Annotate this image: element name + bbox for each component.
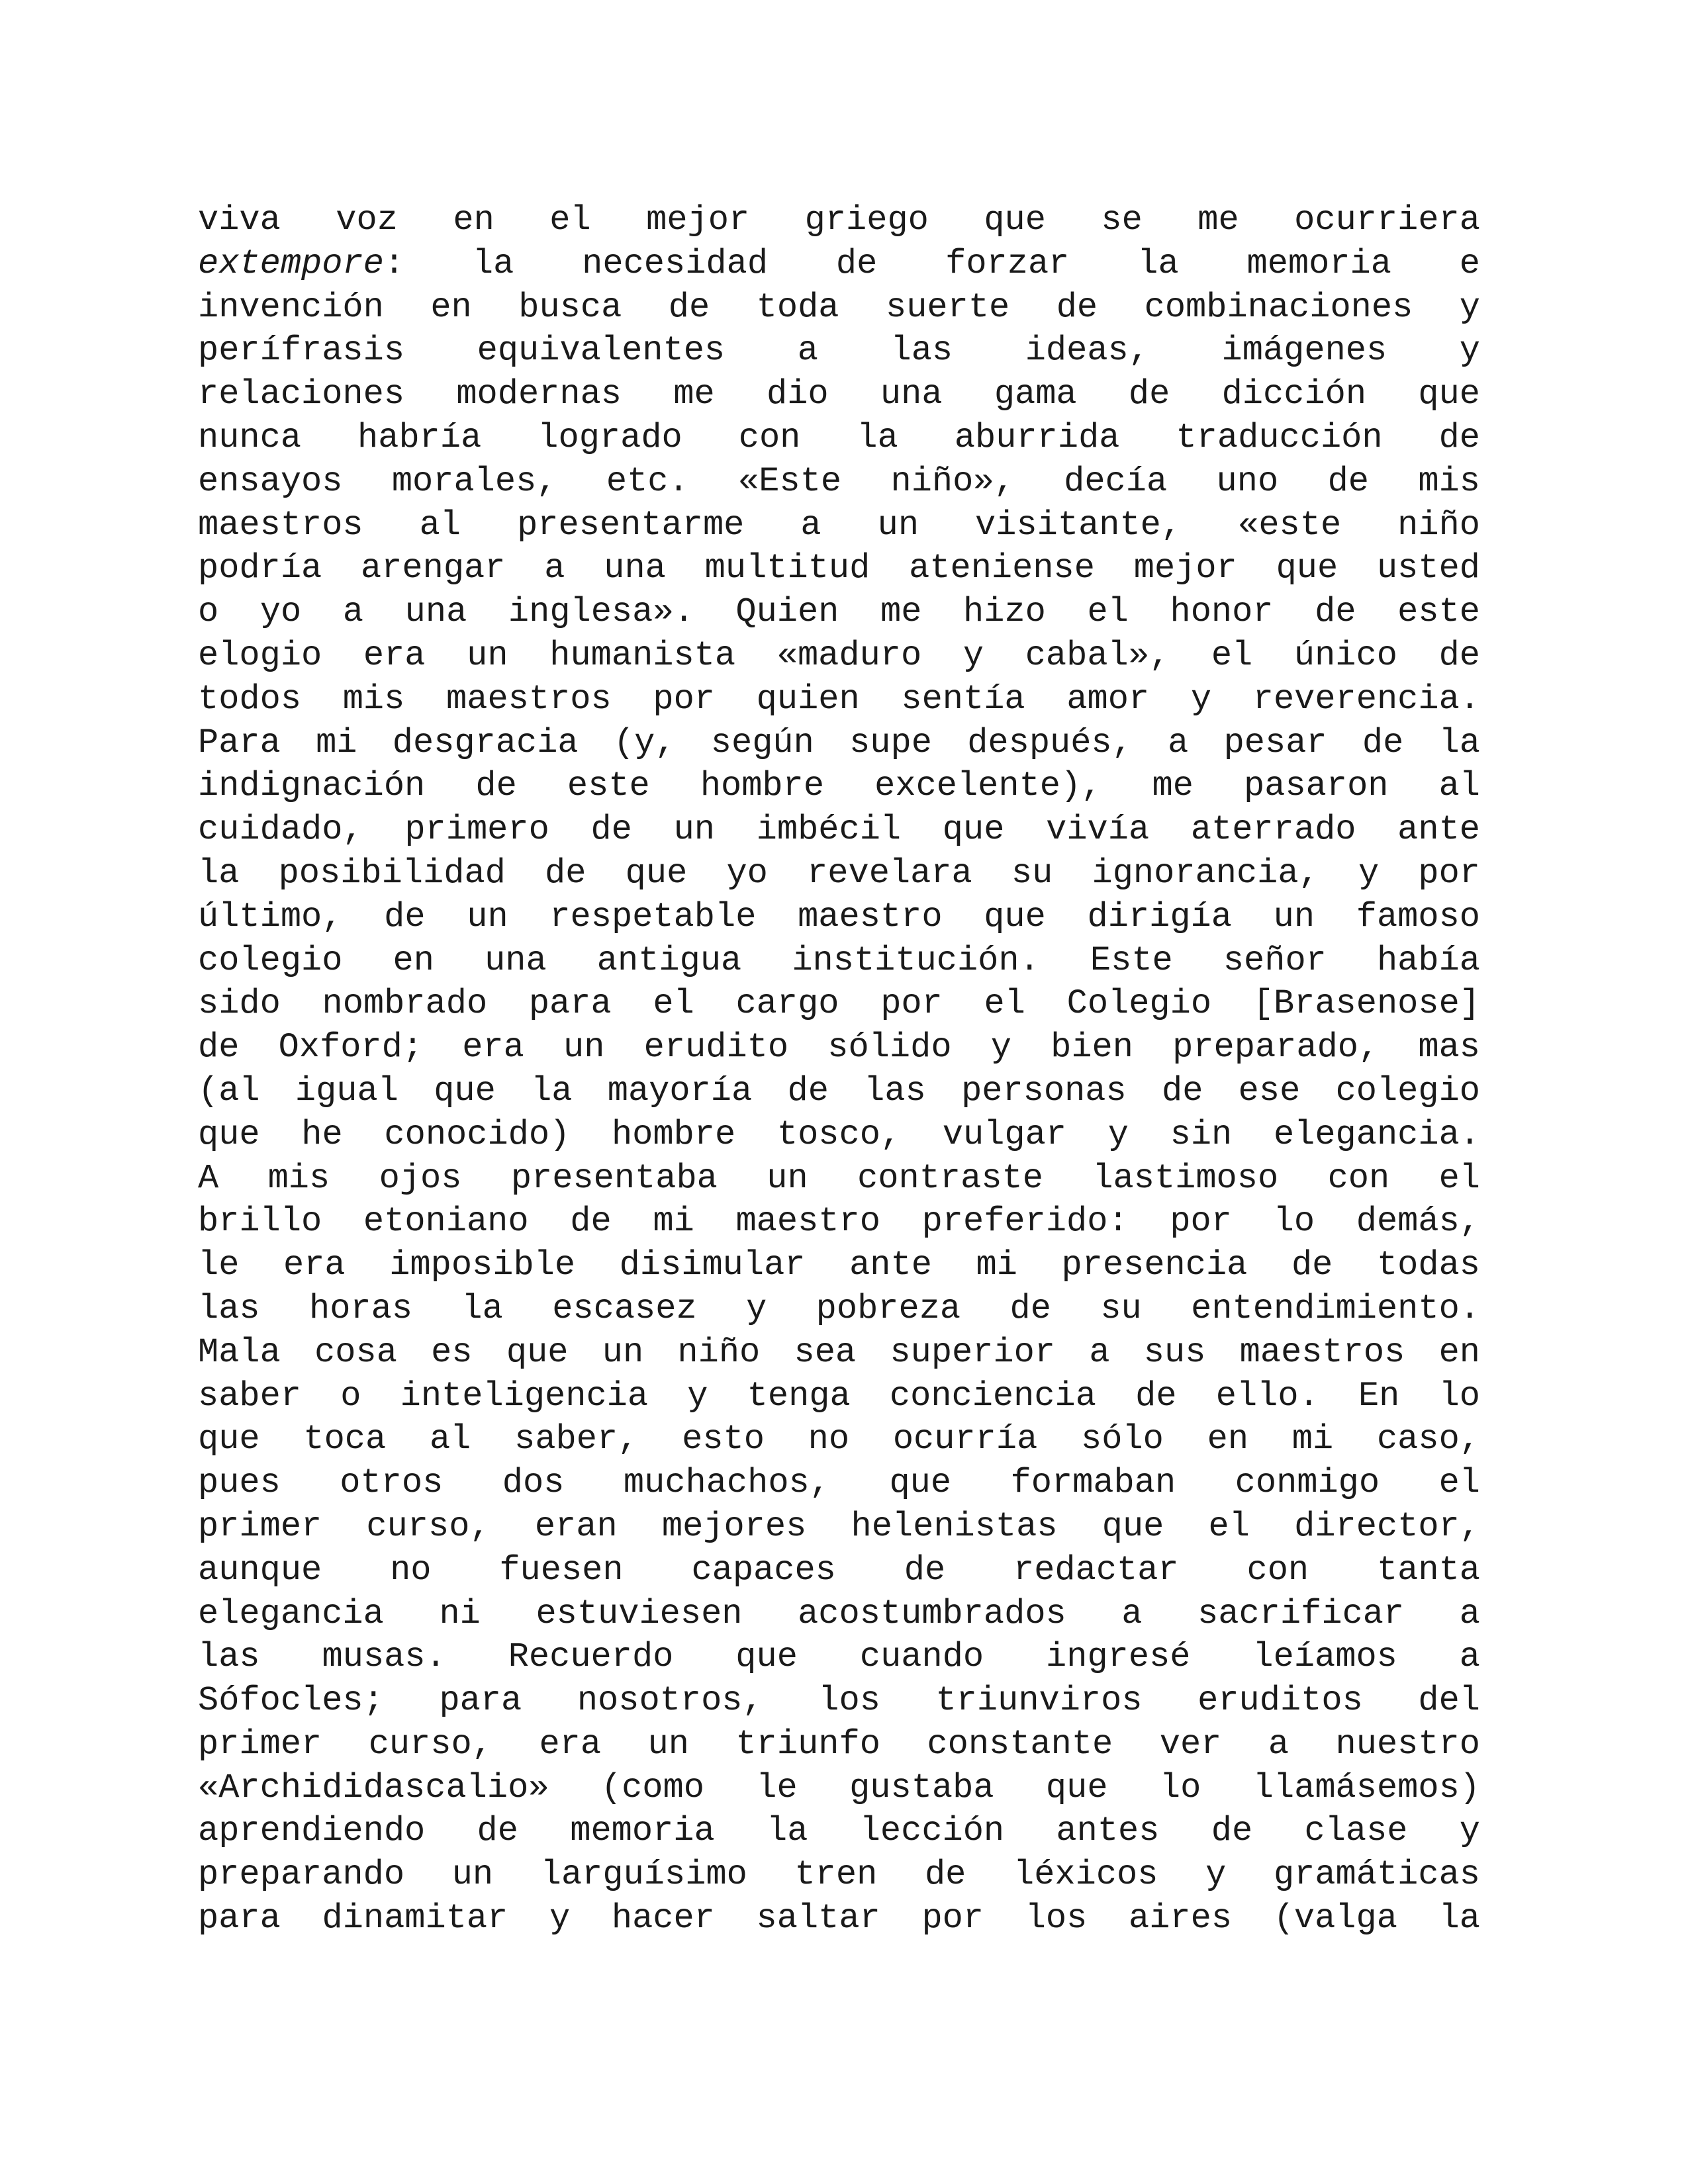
- text-run: las horas la escasez y pobreza de su entendimiento.: [198, 1289, 1480, 1328]
- text-line: [198, 721, 1480, 765]
- text-run: Para mi desgracia (y, según supe después, a pesar de la: [198, 723, 1480, 762]
- text-line: [198, 1549, 1480, 1592]
- text-run: Sófocles; para nosotros, los triunviros eruditos del: [198, 1681, 1480, 1721]
- text-run: brillo etoniano de mi maestro preferido: por lo demás,: [198, 1202, 1480, 1242]
- text-run: para dinamitar y hacer saltar por los aires (valga la: [198, 1899, 1480, 1938]
- text-line: [198, 1157, 1480, 1201]
- text-run: cuidado, primero de un imbécil que vivía aterrado ante: [198, 810, 1480, 850]
- text-run: viva voz en el mejor griego que se me ocurriera: [198, 201, 1480, 240]
- text-line: [198, 1244, 1480, 1287]
- text-run: ensayos morales, etc. «Este niño», decía uno de mis: [198, 461, 1480, 501]
- text-run: que he conocido) hombre tosco, vulgar y sin elegancia.: [198, 1115, 1480, 1154]
- text-line: [198, 1897, 1480, 1940]
- text-run: nunca habría logrado con la aburrida traducción de: [198, 418, 1480, 457]
- text-line: [198, 373, 1480, 416]
- text-line: [198, 1418, 1480, 1461]
- text-line: [198, 1592, 1480, 1636]
- text-line: [198, 329, 1480, 373]
- text-line: [198, 1766, 1480, 1810]
- text-line: [198, 634, 1480, 678]
- text-run: saber o inteligencia y tenga conciencia de ello. En lo: [198, 1376, 1480, 1416]
- text-line: [198, 1200, 1480, 1244]
- text-line: [198, 416, 1480, 460]
- text-run: sido nombrado para el cargo por el Colegio [Brasenose]: [198, 984, 1480, 1024]
- text-line: [198, 286, 1480, 330]
- text-line: [198, 1853, 1480, 1897]
- text-line: [198, 1723, 1480, 1766]
- text-run: último, de un respetable maestro que dirigía un famoso: [198, 897, 1480, 936]
- text-run: A mis ojos presentaba un contraste lastimoso con el: [198, 1158, 1480, 1198]
- text-line: [198, 1461, 1480, 1505]
- text-line: [198, 1635, 1480, 1679]
- text-line: [198, 242, 1480, 286]
- text-run: primer curso, era un triunfo constante ver a nuestro: [198, 1724, 1480, 1764]
- text-run: preparando un larguísimo tren de léxicos y gramáticas: [198, 1855, 1480, 1895]
- text-line: [198, 852, 1480, 895]
- text-run: perífrasis equivalentes a las ideas, imágenes y: [198, 331, 1480, 371]
- text-line: [198, 808, 1480, 852]
- text-run: podría arengar a una multitud ateniense mejor que usted: [198, 549, 1480, 588]
- text-run: que toca al saber, esto no ocurría sólo en mi caso,: [198, 1420, 1480, 1459]
- text-line: [198, 1331, 1480, 1375]
- text-run: colegio en una antigua institución. Este señor había: [198, 940, 1480, 980]
- text-line: [198, 1287, 1480, 1331]
- text-run: maestros al presentarme a un visitante, «este niño: [198, 505, 1480, 545]
- text-line: [198, 590, 1480, 634]
- text-run: de Oxford; era un erudito sólido y bien preparado, mas: [198, 1028, 1480, 1068]
- text-run: relaciones modernas me dio una gama de dicción que: [198, 375, 1480, 414]
- text-line: [198, 678, 1480, 721]
- text-run: Mala cosa es que un niño sea superior a sus maestros en: [198, 1332, 1480, 1372]
- text-run: pues otros dos muchachos, que formaban conmigo el: [198, 1463, 1480, 1503]
- italic-word: extempore: [198, 244, 384, 283]
- text-line: [198, 982, 1480, 1026]
- text-run: las musas. Recuerdo que cuando ingresé leíamos a: [198, 1637, 1480, 1677]
- text-line: [198, 1505, 1480, 1549]
- text-line: [198, 199, 1480, 242]
- text-run: «Archididascalio» (como le gustaba que lo llamásemos): [198, 1768, 1480, 1807]
- text-run: le era imposible disimular ante mi presencia de todas: [198, 1246, 1480, 1285]
- body-text: [198, 199, 1480, 1940]
- text-run: todos mis maestros por quien sentía amor y reverencia.: [198, 679, 1480, 719]
- text-line: [198, 939, 1480, 983]
- text-run: aprendiendo de memoria la lección antes de clase y: [198, 1811, 1480, 1851]
- text-line: [198, 895, 1480, 939]
- text-run: (al igual que la mayoría de las personas de ese colegio: [198, 1071, 1480, 1111]
- text-line: [198, 1375, 1480, 1418]
- text-run: aunque no fuesen capaces de redactar con tanta: [198, 1550, 1480, 1590]
- text-run: elogio era un humanista «maduro y cabal», el único de: [198, 635, 1480, 675]
- text-line: [198, 1679, 1480, 1723]
- text-run: indignación de este hombre excelente), me pasaron al: [198, 766, 1480, 806]
- text-line: [198, 1809, 1480, 1853]
- text-run: : la necesidad de forzar la memoria e: [383, 244, 1480, 283]
- text-line: [198, 460, 1480, 504]
- text-run: primer curso, eran mejores helenistas que el director,: [198, 1506, 1480, 1546]
- text-run: o yo a una inglesa». Quien me hizo el honor de este: [198, 592, 1480, 632]
- text-line: [198, 547, 1480, 590]
- text-run: invención en busca de toda suerte de combinaciones y: [198, 287, 1480, 327]
- text-line: [198, 1026, 1480, 1069]
- text-line: [198, 1113, 1480, 1157]
- text-run: la posibilidad de que yo revelara su ignorancia, y por: [198, 853, 1480, 893]
- text-run: elegancia ni estuviesen acostumbrados a sacrificar a: [198, 1594, 1480, 1633]
- text-line: [198, 504, 1480, 547]
- text-line: [198, 764, 1480, 808]
- text-line: [198, 1069, 1480, 1113]
